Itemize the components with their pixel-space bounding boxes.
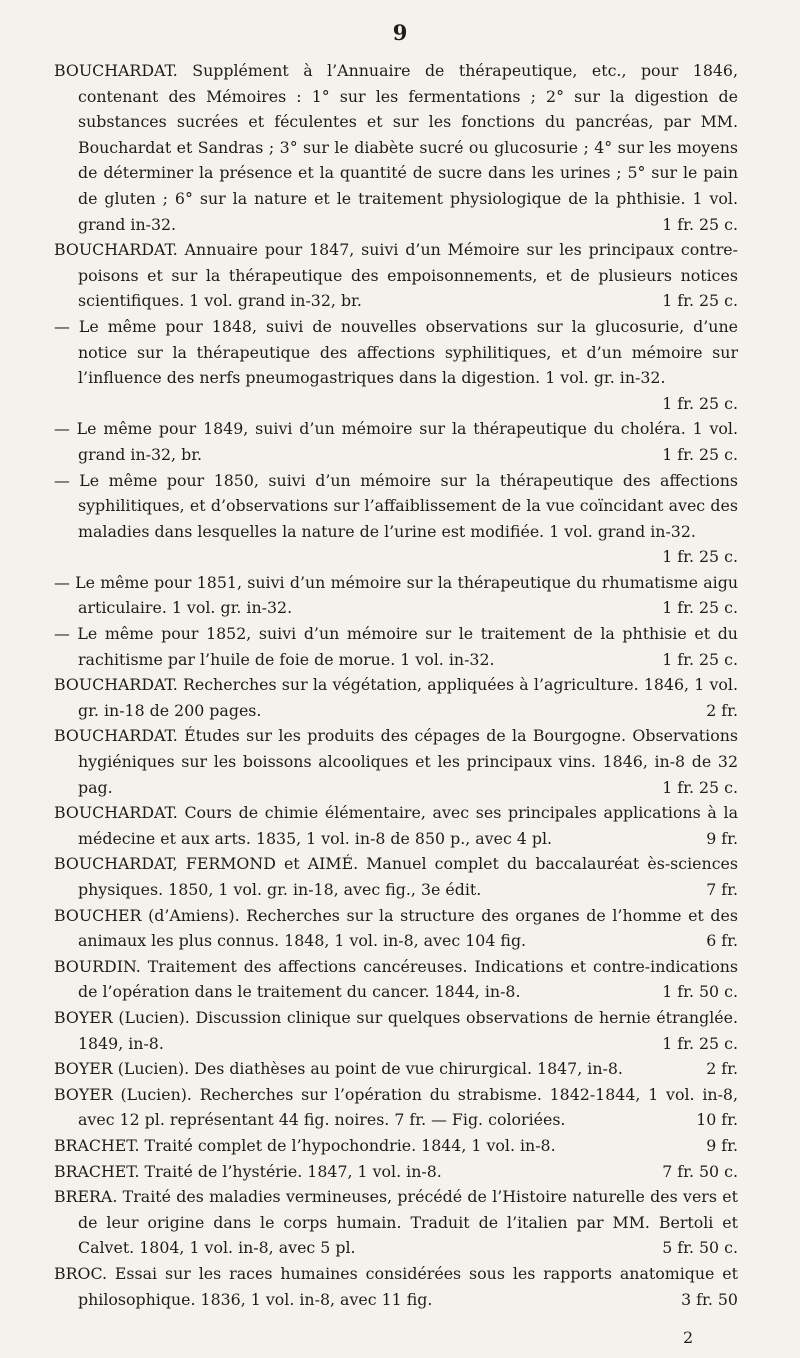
entry-text: BOUCHARDAT. Supplément à l’Annuaire de thérapeutique, etc., pour 1846, contenant des Mémoires : 1° sur les fermentations ; 2° sur la digestion de substances sucrées et féculentes et sur les fonctions du pancréas, par MM. Bouchardat et Sandras ; 3° sur le diabète sucré ou glucosurie ; 4° sur les moyens de déterminer la présence et la quantité de sucre dans les urines ; 5° sur le pain de gluten ; 6° sur la nature et le traitement physiologique de la phthisie. 1 vol. grand in-32.	[54, 61, 738, 234]
entry-text: BOUCHARDAT. Recherches sur la végétation, appliquées à l’agriculture. 1846, 1 vol. gr. in-18 de 200 pages.	[54, 675, 738, 720]
catalog-entry	[54, 1184, 738, 1261]
entry-text: — Le même pour 1848, suivi de nouvelles observations sur la glucosurie, d’une notice sur la thérapeutique des affections syphilitiques, et d’un mémoire sur l’influence des nerfs pneumogastriques dans la digestion. 1 vol. gr. in-32.	[54, 316, 738, 388]
catalog-entry	[54, 570, 738, 621]
printer-signature-mark: 2	[683, 1328, 694, 1347]
catalog-entry	[54, 468, 738, 570]
entry-text: BRERA. Traité des maladies vermineuses, précédé de l’Histoire naturelle des vers et de leur origine dans le corps humain. Traduit de l’italien par MM. Bertoli et Calvet. 1804, 1 vol. in-8, avec 5 pl.	[54, 1187, 738, 1258]
entry-price: 1 fr. 25 c.	[662, 393, 738, 413]
catalog-entry	[54, 903, 738, 954]
entry-text: BOURDIN. Traitement des affections cancéreuses. Indications et contre-indications de l’opération dans le traitement du cancer. 1844, in-8.	[54, 956, 738, 1002]
catalog-entries	[54, 58, 738, 1312]
entry-price: 6 fr.	[706, 931, 738, 951]
catalog-entry	[54, 416, 738, 467]
entry-price: 2 fr.	[706, 700, 738, 720]
entry-price: 3 fr. 50	[681, 1289, 738, 1309]
entry-text: — Le même pour 1850, suivi d’un mémoire sur la thérapeutique des affections syphilitiques, et d’observations sur l’affaiblissement de la vue coïncidant avec des maladies dans lesquelles la nature de l’urine est modifiée. 1 vol. grand in-32.	[54, 470, 738, 541]
catalog-entry	[54, 237, 738, 314]
entry-price: 1 fr. 25 c.	[662, 444, 738, 464]
entry-price: 1 fr. 25 c.	[662, 214, 738, 234]
catalog-entry	[54, 621, 738, 672]
entry-text: BOUCHARDAT. Annuaire pour 1847, suivi d’un Mémoire sur les principaux contre-poisons et sur la thérapeutique des empoisonnements, et de plusieurs notices scientifiques. 1 vol. grand in-32, br.	[54, 240, 738, 311]
catalog-entry	[54, 954, 738, 1005]
entry-text: BOUCHARDAT. Cours de chimie élémentaire, avec ses principales applications à la médecine et aux arts. 1835, 1 vol. in-8 de 850 p., avec 4 pl.	[54, 803, 738, 848]
catalog-entry	[54, 1133, 738, 1159]
entry-price: 1 fr. 25 c.	[662, 598, 738, 618]
entry-price: 9 fr.	[706, 828, 738, 848]
catalog-entry	[54, 1082, 738, 1133]
entry-price: 2 fr.	[706, 1059, 738, 1079]
entry-text: BOYER (Lucien). Discussion clinique sur quelques observations de hernie étranglée. 1849, in-8.	[54, 1007, 738, 1053]
entry-price: 7 fr. 50 c.	[662, 1161, 738, 1181]
catalog-entry	[54, 800, 738, 851]
entry-text: BOYER (Lucien). Des diathèses au point de vue chirurgical. 1847, in-8.	[54, 1059, 623, 1079]
entry-text: BOUCHARDAT. Études sur les produits des cépages de la Bourgogne. Observations hygiéniques sur les boissons alcooliques et les principaux vins. 1846, in-8 de 32 pag.	[54, 726, 738, 797]
catalog-entry	[54, 1261, 738, 1312]
catalog-entry	[54, 1005, 738, 1056]
entry-text: BRACHET. Traité de l’hystérie. 1847, 1 vol. in-8.	[54, 1161, 442, 1181]
entry-text: — Le même pour 1849, suivi d’un mémoire sur la thérapeutique du choléra. 1 vol. grand in-32, br.	[54, 419, 738, 464]
entry-price: 7 fr.	[706, 880, 738, 899]
catalog-entry	[54, 314, 738, 416]
entry-price: 5 fr. 50 c.	[662, 1238, 738, 1258]
entry-price: 1 fr. 25 c.	[662, 1033, 738, 1053]
entry-text: BRACHET. Traité complet de l’hypochondrie. 1844, 1 vol. in-8.	[54, 1135, 556, 1155]
entry-price: 10 fr.	[696, 1110, 738, 1130]
page-number: 9	[392, 20, 408, 45]
catalog-entry	[54, 1159, 738, 1185]
entry-price: 1 fr. 25 c.	[662, 547, 738, 567]
entry-text: BOUCHARDAT, FERMOND et AIMÉ. Manuel complet du baccalauréat ès-sciences physiques. 1850, 1 vol. gr. in-18, avec fig., 3e édit.	[54, 854, 738, 899]
entry-text: — Le même pour 1851, suivi d’un mémoire sur la thérapeutique du rhumatisme aigu articulaire. 1 vol. gr. in-32.	[54, 572, 738, 618]
entry-price: 1 fr. 25 c.	[662, 649, 738, 669]
entry-text: — Le même pour 1852, suivi d’un mémoire sur le traitement de la phthisie et du rachitisme par l’huile de foie de morue. 1 vol. in-32.	[54, 624, 738, 669]
entry-price: 1 fr. 25 c.	[662, 291, 738, 311]
entry-text: BOUCHER (d’Amiens). Recherches sur la structure des organes de l’homme et des animaux les plus connus. 1848, 1 vol. in-8, avec 104 fig.	[54, 905, 738, 951]
catalog-entry	[54, 672, 738, 723]
catalog-entry	[54, 723, 738, 800]
entry-text: BOYER (Lucien). Recherches sur l’opération du strabisme. 1842-1844, 1 vol. in-8, avec 12 pl. représentant 44 fig. noires. 7 fr. — Fig. coloriées.	[54, 1084, 738, 1130]
entry-price: 9 fr.	[706, 1135, 738, 1155]
catalog-entry	[54, 58, 738, 237]
entry-price: 1 fr. 50 c.	[662, 982, 738, 1002]
entry-price: 1 fr. 25 c.	[662, 777, 738, 797]
catalog-entry	[54, 1056, 738, 1082]
entry-text: BROC. Essai sur les races humaines considérées sous les rapports anatomique et philosophique. 1836, 1 vol. in-8, avec 11 fig.	[54, 1263, 738, 1309]
catalog-entry	[54, 851, 738, 902]
